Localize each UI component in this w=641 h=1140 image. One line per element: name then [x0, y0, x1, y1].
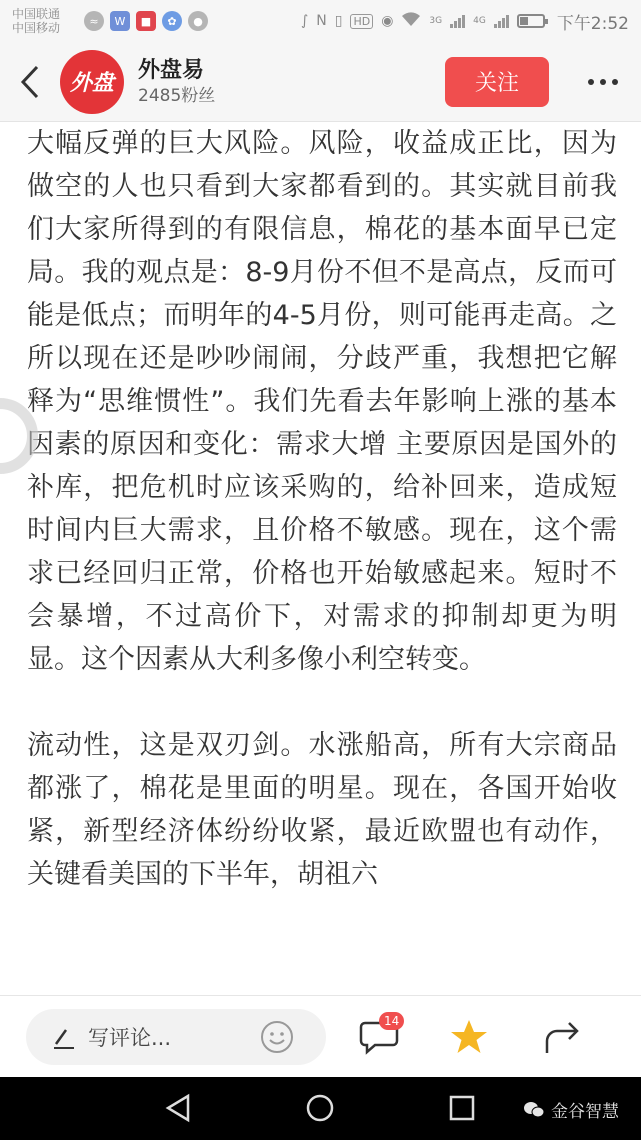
pen-icon: [52, 1024, 76, 1050]
share-arrow-icon: [543, 1019, 583, 1055]
clock: 下午2:52: [556, 13, 629, 34]
share-button[interactable]: [538, 1012, 588, 1062]
system-nav-bar: [0, 1077, 641, 1140]
triangle-back-icon: [164, 1093, 192, 1123]
network-type-2: 4G: [473, 16, 486, 26]
chevron-left-icon: [19, 64, 41, 100]
article-body: [27, 122, 617, 995]
status-bar: [0, 0, 641, 42]
nav-recents-button[interactable]: [437, 1083, 487, 1133]
author-avatar[interactable]: 外盘: [60, 50, 124, 114]
system-icons: [301, 9, 629, 34]
back-button[interactable]: [0, 42, 60, 122]
square-recents-icon: [449, 1095, 475, 1121]
nav-back-button[interactable]: [153, 1083, 203, 1133]
wechat-icon: [523, 1101, 545, 1119]
article-paragraph: 流动性，这是双刃剑。水涨船高，所有大宗商品都涨了，棉花是里面的明星。现在，各国开始收紧，新型经济体纷纷收紧，最近欧盟也有动作，关键看美国的下半年，胡祖六: [27, 730, 617, 890]
author-info[interactable]: [138, 57, 215, 107]
more-dot-icon: [600, 79, 606, 85]
watermark-text: 金谷智慧: [551, 1102, 619, 1122]
signal-icon-2: [494, 14, 509, 28]
battery-fill: [520, 17, 528, 25]
circle-home-icon: [305, 1093, 335, 1123]
follow-button[interactable]: 关注: [445, 57, 549, 107]
network-type-1: 3G: [429, 16, 443, 26]
comments-button[interactable]: [354, 1012, 404, 1062]
article-paragraph: 大幅反弹的巨大风险。风险，收益成正比，因为做空的人也只看到大家都看到的。其实就目前我们大家所得到的有限信息，棉花的基本面早已定局。我的观点是：8-9月份不但不是高点，反而可能是低点；而明年的4-5月份，则可能再走高。之所以现在还是吵吵闹闹，分歧严重，我想把它解释为“思维惯性”。我们先看去年影响上涨的基本因素的原因和变化：需求大增 主要原因是国外的补库，把危机时应该采购的，给补回来，造成短时间内巨大需求，且价格不敏感。现在，这个需求已经回归正常，价格也开始敏感起来。短时不会暴增，不过高价下，对需求的抑制却更为明显。这个因素从大利多像小利空转变。: [27, 128, 617, 675]
comment-bar: [0, 995, 641, 1077]
wifi-share-icon: ≈: [84, 11, 104, 31]
news-app-icon: ■: [136, 11, 156, 31]
star-icon: [449, 1018, 489, 1056]
wifi-icon: [401, 11, 421, 31]
battery-icon: [517, 14, 545, 28]
w-app-icon: W: [110, 11, 130, 31]
carrier-labels: [12, 7, 74, 35]
notification-icons: [84, 11, 208, 31]
article-header: [0, 42, 641, 122]
carrier-1: 中国联通: [12, 7, 61, 21]
vibrate-icon: ▯: [334, 13, 343, 29]
notification-icon: ●: [188, 11, 208, 31]
hd-icon: HD: [350, 14, 373, 29]
author-name: 外盘易: [138, 57, 205, 83]
more-menu-button[interactable]: [573, 42, 633, 122]
more-dot-icon: [612, 79, 618, 85]
carrier-2: 中国移动: [12, 21, 61, 35]
emoji-button[interactable]: [260, 1020, 294, 1054]
nfc-icon: N: [316, 13, 327, 29]
favorite-button[interactable]: [444, 1012, 494, 1062]
nav-home-button[interactable]: [295, 1083, 345, 1133]
more-dot-icon: [588, 79, 594, 85]
comment-placeholder: 写评论...: [88, 1025, 172, 1050]
paw-app-icon: ✿: [162, 11, 182, 31]
comment-count-badge: 14: [379, 1012, 404, 1030]
smiley-icon: [260, 1020, 294, 1054]
watermark: [523, 1097, 619, 1122]
eye-icon: ◉: [381, 13, 394, 29]
signal-icon: [450, 14, 465, 28]
fans-count: 2485粉丝: [138, 85, 216, 106]
bluetooth-icon: ∫: [300, 13, 309, 29]
